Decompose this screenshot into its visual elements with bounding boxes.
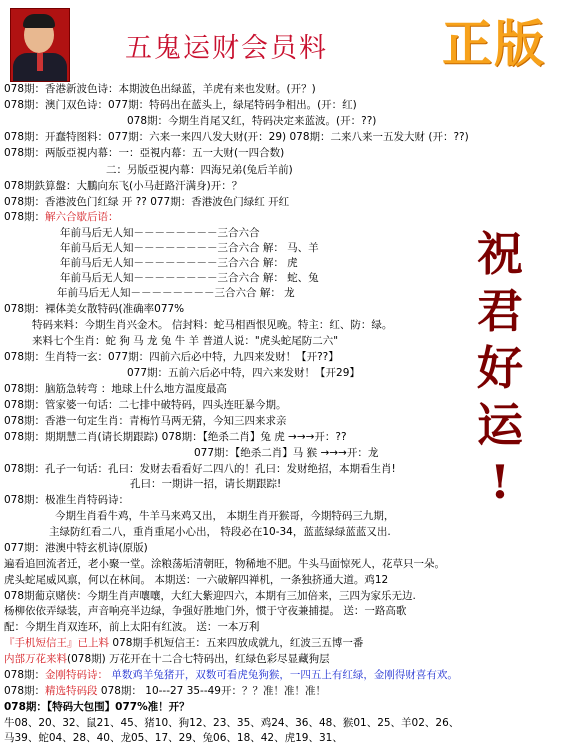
- text-line: 078期：香港波色门红绿 开 ?? 077期：香港波色门绿红 开红: [4, 196, 290, 208]
- text-segment: 解六合歇后语：: [45, 211, 119, 223]
- text-line: 来料七个生肖：蛇 狗 马 龙 兔 牛 羊 普道人说："虎头蛇尾防二六": [32, 335, 339, 347]
- text-line: 078期：生肖特一玄：077期：四前六后必中特，九四来发财！【开??】: [4, 351, 339, 363]
- text-line: 遍看追回流者迁，老小聚一堂。涂粮荡垢清朝旺，物稀地不肥。牛头马面惊死人，花草只一朵。: [4, 558, 445, 570]
- avatar-hair: [23, 14, 55, 28]
- text-line: 牛08、20、32、鼠21、45、猪10、狗12、23、35、鸡24、36、48、猴01、25、羊02、26、: [4, 717, 460, 729]
- slogan-char: 运: [477, 398, 523, 452]
- text-line: 马39、蛇04、28、40、龙05、17、29、兔06、18、42、虎19、31、: [4, 732, 343, 744]
- text-line: 078期：香港一句定生肖：青梅竹马两无猜，今知三四来求亲: [4, 415, 287, 427]
- text-line: 年前马后无人知－－－－－－－－三合六合 解： 蛇、兔: [60, 272, 319, 284]
- text-line: 077期：五前六后必中特，四六来发财！【开29】: [127, 367, 360, 379]
- text-line: 078期：【特码大包围】077%准！开？: [4, 701, 190, 713]
- text-segment: 078期：: [4, 211, 46, 223]
- avatar-tie: [37, 53, 43, 71]
- text-segment: 精选特码段: [45, 685, 98, 697]
- text-line: 077期：【绝杀二肖】马 猴 →→→开：龙: [194, 447, 379, 459]
- text-segment: 金刚特码诗：: [45, 669, 109, 681]
- text-line: 078期：裸体美女散特码(准确率077%: [4, 303, 185, 315]
- slogan-char: 君: [477, 284, 523, 338]
- text-line: [4, 210, 119, 224]
- text-line: 特码来料：今期生肖兴金木。 信封料：蛇马相酉恨见晚。特主：红、防：绿。: [32, 319, 393, 331]
- text-segment: 单数鸡羊兔猪开，双数可看虎兔狗猴，一四五上有红绿，金刚得财喜有欢。: [108, 669, 458, 681]
- text-line: [4, 684, 326, 698]
- text-line: [4, 668, 458, 682]
- text-line: 078期：今期生肖尾又红，特码决定来蓝波。(开：??): [127, 115, 377, 127]
- slogan-char: 好: [477, 341, 523, 395]
- text-line: 078期：期期慧二肖(请长期跟踪) 078期：【绝杀二肖】兔 虎 →→→开：??: [4, 431, 347, 443]
- header: [0, 0, 573, 84]
- text-line: 078期：极准生肖特码诗：: [4, 494, 130, 506]
- text-line: 今期生肖看牛鸡，牛羊马来鸡又出， 本期生肖开猴哥，今期特码三九期，: [55, 510, 395, 522]
- text-segment: 078期： 10---27 35--49开：？？准！准！准！: [97, 685, 326, 697]
- page-title: 五鬼运财会员料: [125, 33, 328, 64]
- text-line: 078期：香港新波色诗：本期波色出绿蓝，羊虎有来也发财。(开？): [4, 83, 316, 95]
- text-segment: (078期) 万花开在十二合七特码出，红绿色彩尽显藏狗层: [67, 653, 330, 665]
- text-line: 078期鉄算盤：大鵬向东飞(小马赶路汗满身)开：？: [4, 180, 243, 192]
- text-line: 078期：孔子一句话：孔曰：发财去看看好二四八的！孔曰：发财绝招，本期看生肖!: [4, 463, 396, 475]
- text-line: 二：另版亞視内幕：四海兄弟(兔后羊前): [106, 164, 293, 176]
- text-line: 078期：澳门双色诗：077期：特码出在蓝头上，绿尾特码争相出。(开：红): [4, 99, 357, 111]
- text-line: 杨柳依依弄绿装，声音响亮半边绿，争强好胜地门外，惯于守夜兼捕提。 送：一路高歌: [4, 605, 407, 617]
- text-line: 年前马后无人知－－－－－－－－三合六合 解： 龙: [57, 287, 295, 299]
- text-segment: 078期手机短信王：五来四放成就九，红波三五博一番: [109, 637, 364, 649]
- avatar: [10, 8, 70, 82]
- text-line: 配：今期生肖双连环，前上太阳有红波。 送：一本万利: [4, 621, 260, 633]
- text-line: 年前马后无人知－－－－－－－－三合六合: [60, 227, 260, 239]
- text-line: 主绿防红看二八，重肖重尾小心出， 特段必在10-34，蓝蓝绿绿蓝蓝又出.: [49, 526, 391, 538]
- text-line: 078期：开蠢特图料：077期：六来一来四八发大财(开：29) 078期：二来八来一五发大财 (开：??): [4, 131, 469, 143]
- text-line: 078期葡京赌侠：今期生肖声嚷嚷，大红大紫迎四六，本期有三加倍来，三四为家乐无边.: [4, 590, 416, 602]
- slogan-char: 祝: [477, 227, 523, 281]
- text-line: [4, 636, 363, 650]
- text-segment: 『手机短信王』已上料: [4, 637, 109, 649]
- text-line: [4, 652, 330, 666]
- slogan-char: !: [489, 455, 511, 509]
- text-line: 077期：港澳中特玄机诗(原版): [4, 542, 148, 554]
- text-segment: 内部万花来料: [4, 653, 67, 665]
- text-segment: 078期：: [4, 669, 46, 681]
- text-line: 年前马后无人知－－－－－－－－三合六合 解： 虎: [60, 257, 298, 269]
- text-line: 孔曰：一期讲一招，请长期跟踪!: [130, 478, 282, 490]
- text-line: 虎头蛇尾威风禀，何以在林间。 本期送：一六破解四禅机，一条独挤通大道。鸡12: [4, 574, 389, 586]
- vertical-slogan: [470, 226, 530, 511]
- authentic-stamp: 正版: [442, 15, 546, 73]
- text-line: 078期：管家婆一句话：二七排中破特码，四头连旺暴今期。: [4, 399, 287, 411]
- text-line: 078期：两版亞視内幕：一：亞視内幕：五一大财(一四合数): [4, 147, 285, 159]
- text-line: 年前马后无人知－－－－－－－－三合六合 解： 马、羊: [60, 242, 319, 254]
- text-segment: 078期：: [4, 685, 46, 697]
- text-line: 078期：脑筋急转弯 ：地球上什么地方温度最高: [4, 383, 227, 395]
